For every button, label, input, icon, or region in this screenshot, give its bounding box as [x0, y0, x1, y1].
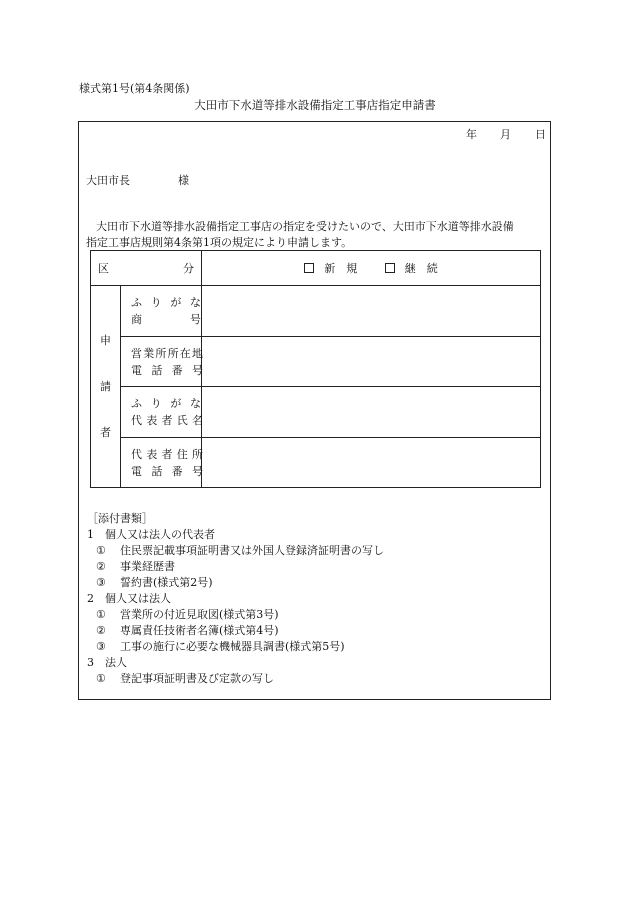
attachment-item — [96, 574, 213, 590]
row-label-representative-address — [121, 438, 202, 488]
attachments-heading: ［添付書類］ — [87, 512, 153, 525]
char: 氏 — [176, 414, 188, 427]
addressee-name: 大田市長 — [86, 174, 130, 187]
representative-address-input-cell[interactable] — [202, 438, 541, 488]
row-label-office-address — [121, 337, 202, 387]
body-text-line-2: 指定工事店規則第4条第1項の規定により申請します。 — [86, 236, 353, 249]
item-text: 誓約書(様式第2号) — [120, 576, 213, 589]
trade-name-input-cell[interactable] — [202, 286, 541, 337]
attachment-item — [96, 606, 279, 622]
char: 者 — [161, 414, 173, 427]
date-month-label: 月 — [500, 128, 511, 141]
item-text: 専属責任技術者名簿(様式第4号) — [120, 624, 279, 637]
char: ふ — [131, 397, 142, 410]
attachment-group-1: 1 個人又は法人の代表者 — [87, 528, 215, 541]
category-header-cell — [91, 251, 202, 286]
char: 代 — [131, 447, 142, 461]
char: り — [150, 296, 162, 309]
char: 所 — [167, 346, 179, 360]
form-number-label: 様式第1号(第4条関係) — [79, 82, 190, 95]
char: 表 — [146, 447, 158, 461]
application-table — [90, 250, 541, 488]
attachment-item — [96, 558, 175, 574]
item-number: ② — [96, 560, 106, 573]
office-address-input-cell[interactable] — [202, 337, 541, 387]
char: 在 — [179, 346, 191, 360]
representative-name-input-cell[interactable] — [202, 387, 541, 438]
body-text-line-1: 大田市下水道等排水設備指定工事店の指定を受けたいので、大田市下水道等排水設備 — [96, 220, 514, 233]
option-new-label: 新 規 — [324, 262, 358, 275]
char: 地 — [191, 346, 203, 360]
item-number: ① — [96, 672, 106, 685]
option-continue[interactable] — [385, 262, 438, 275]
char: 電 — [131, 363, 142, 377]
char: 商 — [131, 313, 142, 326]
attachment-group-3: 3 法人 — [87, 656, 127, 669]
item-number: ① — [96, 608, 106, 621]
char: 所 — [192, 447, 203, 461]
char: な — [189, 397, 201, 410]
row-label-trade-name — [121, 286, 202, 337]
item-text: 工事の施行に必要な機械器具調書(様式第5号) — [120, 640, 345, 653]
char: 者 — [161, 447, 173, 461]
char: 業 — [143, 346, 155, 360]
char: 号 — [191, 363, 203, 377]
applicant-char-1: 申 — [100, 333, 111, 347]
attachment-group-2: 2 個人又は法人 — [87, 592, 171, 605]
char: 話 — [151, 363, 163, 377]
date-day-label: 日 — [535, 128, 546, 141]
applicant-label-cell — [91, 286, 121, 488]
document-title: 大田市下水道等排水設備指定工事店指定申請書 — [194, 98, 436, 112]
addressee-honorific: 様 — [178, 174, 189, 187]
char: 電 — [131, 464, 142, 478]
char: 名 — [192, 414, 203, 427]
item-text: 登記事項証明書及び定款の写し — [120, 672, 274, 685]
item-number: ③ — [96, 640, 106, 653]
char: ふ — [131, 296, 142, 309]
char: 番 — [171, 363, 183, 377]
char: り — [150, 397, 162, 410]
char: 号 — [190, 313, 201, 326]
item-number: ① — [96, 544, 106, 557]
char: が — [170, 296, 182, 309]
char: 番 — [171, 464, 183, 478]
option-new[interactable] — [304, 262, 357, 275]
char: な — [189, 296, 201, 309]
char: 話 — [151, 464, 163, 478]
checkbox-new-icon[interactable] — [304, 263, 314, 273]
char: 所 — [155, 346, 167, 360]
checkbox-continue-icon[interactable] — [385, 263, 395, 273]
category-label-1: 区 — [98, 262, 109, 275]
attachment-item — [96, 542, 384, 558]
applicant-char-2: 請 — [100, 379, 111, 393]
char: 号 — [191, 464, 203, 478]
char: 代 — [131, 414, 142, 427]
category-options-cell — [202, 251, 541, 286]
attachment-item — [96, 638, 345, 654]
item-text: 住民票記載事項証明書又は外国人登録済証明書の写し — [120, 544, 384, 557]
category-label-2: 分 — [183, 262, 194, 275]
item-text: 事業経歴書 — [120, 560, 175, 573]
attachment-item — [96, 670, 274, 686]
item-text: 営業所の付近見取図(様式第3号) — [120, 608, 279, 621]
item-number: ② — [96, 624, 106, 637]
attachment-item — [96, 622, 279, 638]
char: が — [170, 397, 182, 410]
applicant-char-3: 者 — [100, 425, 111, 439]
item-number: ③ — [96, 576, 106, 589]
char: 住 — [176, 447, 188, 461]
date-year-label: 年 — [466, 128, 477, 141]
row-label-representative-name — [121, 387, 202, 438]
char: 表 — [146, 414, 158, 427]
char: 営 — [131, 346, 142, 360]
option-continue-label: 継 続 — [404, 262, 438, 275]
